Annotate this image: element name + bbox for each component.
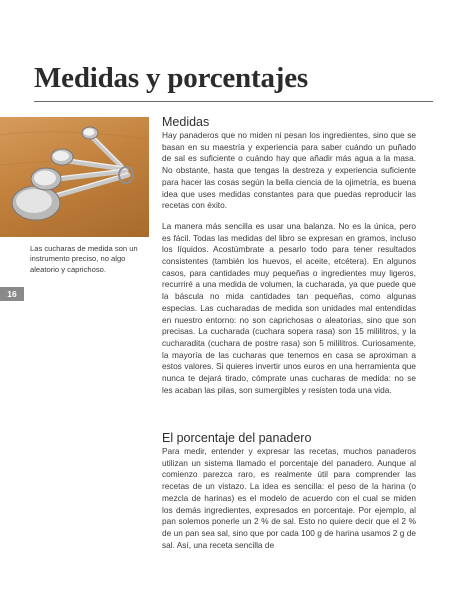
page-title: Medidas y porcentajes — [34, 62, 308, 94]
section-medidas — [162, 115, 416, 396]
page-number-badge: 16 — [0, 287, 24, 301]
section-porcentaje-panadero — [162, 431, 416, 551]
section-heading: El porcentaje del panadero — [162, 431, 312, 445]
title-divider — [34, 101, 433, 102]
photo-caption: Las cucharas de medida son un instrumento preciso, no algo aleatorio y caprichoso. — [30, 244, 138, 274]
body-paragraph: La manera más sencilla es usar una balanza. No es la única, pero es fácil. Todas las medidas del libro se expresan en gramos, incluso los líquidos. Acostúmbrate a pesarlo todo para tener resultados consistentes (también los huevos, el aceite, etcétera). En algunos casos, para cantidades muy pequeñas o ingredientes muy ligeros, recurriré a una medida de volumen, la cucharada, ya que puede que la báscula no mida cantidades tan pequeñas, como algunas especias. Las cucharadas de medida son unidades mal entendidas en nuestro entorno: no son caprichosas o aleatorias, sino que son precisas. La cucharada (cuchara sopera rasa) son 15 mililitros, y la cucharadita (cuchara de postre rasa) son 5 mililitros. Curiosamente, la mayoría de las cucharas que tenemos en casa se aproximan a estos valores. Si quieres invertir unos euros en una herramienta que nunca te dejará tirado, cómprate unas cucharas de medida: no se les acaban las pilas, son sumergibles y resisten toda una vida. — [162, 220, 416, 395]
measuring-spoons-photo — [0, 117, 149, 237]
section-heading: Medidas — [162, 115, 210, 129]
body-paragraph: Para medir, entender y expresar las recetas, muchos panaderos utilizan un sistema llamado el porcentaje del panadero. Aunque al comienzo parezca raro, es realmente útil para comprender las recetas de un vistazo. La idea es sencilla: el peso de la harina (o mezcla de harinas) es el modelo de acuerdo con el cual se miden los demás ingredientes, expresados en porcentaje. Por ejemplo, al pan solemos ponerle un 2 % de sal. Esto no quiere decir que el 2 % de un pan sea sal, sino que por cada 100 g de harina usamos 2 g de sal. Así, una receta sencilla de — [162, 446, 416, 550]
body-paragraph: Hay panaderos que no miden ni pesan los ingredientes, sino que se basan en su maestría y experiencia para saber cuándo un puñado de sal es suficiente o cuándo hay que añadir más agua a la masa. No obstante, hasta que tengas la destreza y experiencia suficiente para hacer las cosas según la bella ciencia de la ojimetría, es buena idea que uses medidas constantes para que puedas reproducir las recetas con éxito. — [162, 130, 416, 211]
measuring-spoons-illustration — [0, 117, 149, 237]
